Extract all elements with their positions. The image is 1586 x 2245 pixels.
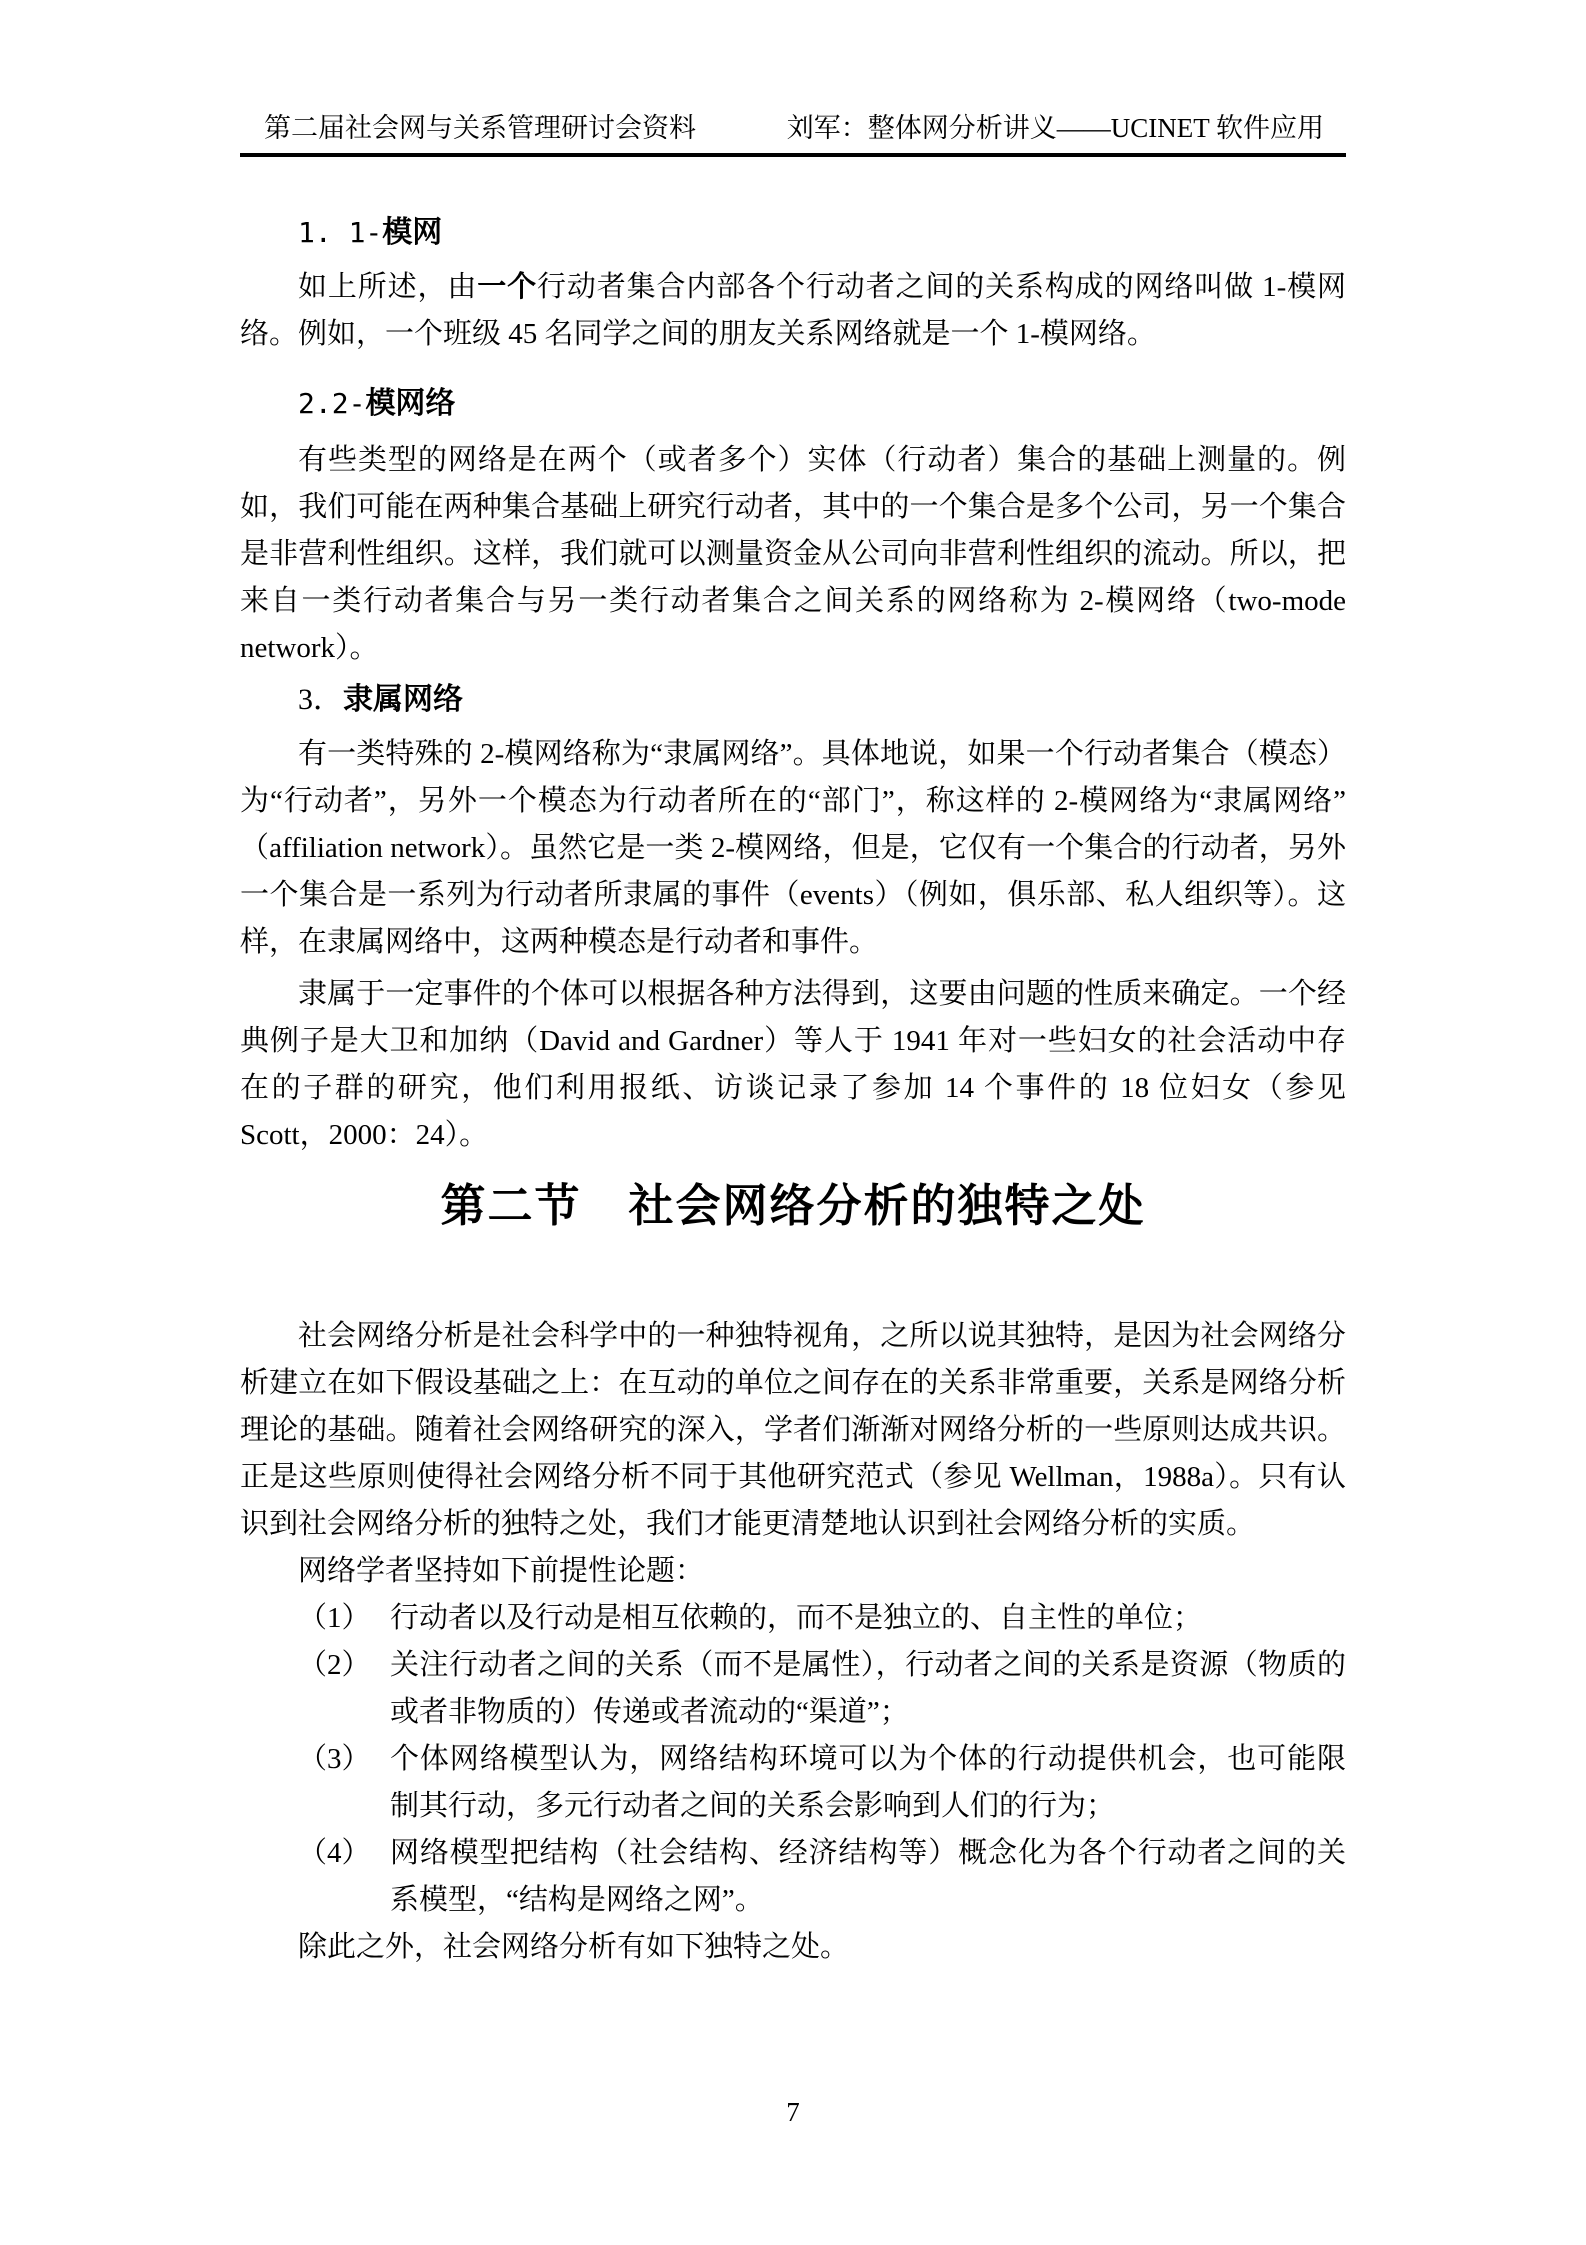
heading-3-title: 隶属网络 [343,683,463,716]
heading-1-mode-network [298,209,1346,256]
list-item [298,1642,1346,1736]
list-item-marker: （1） [298,1602,371,1634]
paragraph-davis-gardner-example: 隶属于一定事件的个体可以根据各种方法得到，这要由问题的性质来确定。一个经典例子是大卫和加纳（David and Gardner）等人于 1941 年对一些妇女的社会活动中存在的子群的研究，他们利用报纸、访谈记录了参加 14 个事件的 18 位妇女（参见 Scott，2000：24）。 [240,978,1346,1151]
section-title: 第二节 社会网络分析的独特之处 [440,1180,1146,1231]
list-item-text: 关注行动者之间的关系（而不是属性），行动者之间的关系是资源（物质的或者非物质的）传递或者流动的“渠道”； [390,1649,1346,1728]
list-item [298,1736,1346,1830]
paragraph-sna-perspective: 社会网络分析是社会科学中的一种独特视角，之所以说其独特，是因为社会网络分析建立在如下假设基础之上：在互动的单位之间存在的关系非常重要，关系是网络分析理论的基础。随着社会网络研究的深入，学者们渐渐对网络分析的一些原则达成共识。正是这些原则使得社会网络分析不同于其他研究范式（参见 Wellman，1988a）。只有认识到社会网络分析的独特之处，我们才能更清楚地认识到社会网络分析的实质。 [240,1320,1346,1540]
paragraph-2-mode: 有些类型的网络是在两个（或者多个）实体（行动者）集合的基础上测量的。例如，我们可能在两种集合基础上研究行动者，其中的一个集合是多个公司，另一个集合是非营利性组织。这样，我们就可以测量资金从公司向非营利性组织的流动。所以，把来自一类行动者集合与另一类行动者集合之间关系的网络称为 2-模网络（two-mode network）。 [240,444,1346,664]
paragraph-affiliation-definition: 有一类特殊的 2-模网络称为“隶属网络”。具体地说，如果一个行动者集合（模态）为“行动者”，另外一个模态为行动者所在的“部门”，称这样的 2-模网络为“隶属网络”（affiliation network）。虽然它是一类 2-模网络，但是，它仅有一个集合的行动者，另外一个集合是一系列为行动者所隶属的事件（events）（例如，俱乐部、私人组织等）。这样，在隶属网络中，这两种模态是行动者和事件。 [240,738,1346,958]
list-item-text: 个体网络模型认为，网络结构环境可以为个体的行动提供机会，也可能限制其行动，多元行动者之间的关系会影响到人们的行为； [390,1743,1346,1822]
para1-segment-after: 行动者集合内部各个行动者之间的关系构成的网络叫做 1-模网络。例如，一个班级 45 名同学之间的朋友关系网络就是一个 1-模网络。 [240,271,1346,350]
heading-affiliation-network [298,676,1346,723]
heading-1-title: 模网 [382,216,443,249]
list-item [298,1830,1346,1924]
heading-2-title: 模网络 [365,387,456,420]
header-left-title: 第二届社会网与关系管理研讨会资料 [264,113,696,143]
page-number: 7 [786,2097,800,2127]
list-item-marker: （3） [298,1743,371,1775]
list-item-text: 行动者以及行动是相互依赖的，而不是独立的、自主性的单位； [390,1602,1203,1634]
header-rule [240,153,1346,157]
paragraph-list-lead-in: 网络学者坚持如下前提性论题： [298,1555,705,1587]
list-item-marker: （2） [298,1649,371,1681]
list-item [298,1595,1346,1642]
list-item-text: 网络模型把结构（社会结构、经济结构等）概念化为各个行动者之间的关系模型，“结构是网络之网”。 [390,1837,1346,1916]
header-right-title: 刘军：整体网分析讲义——UCINET 软件应用 [786,113,1324,143]
header-text-line [240,112,1346,144]
heading-2-mode-network [298,380,1346,427]
heading-1-number: 1. 1- [298,216,383,249]
heading-2-number: 2.2- [298,387,366,420]
heading-3-number: 3． [298,683,343,716]
paragraph-closing: 除此之外，社会网络分析有如下独特之处。 [298,1931,850,1963]
paragraph-1-mode [240,264,1346,358]
running-header [240,112,1346,157]
para1-bold-segment: 一个 [477,271,537,303]
premises-list [298,1595,1346,1924]
para1-segment-before: 如上所述，由 [298,271,478,303]
list-item-marker: （4） [298,1837,371,1869]
